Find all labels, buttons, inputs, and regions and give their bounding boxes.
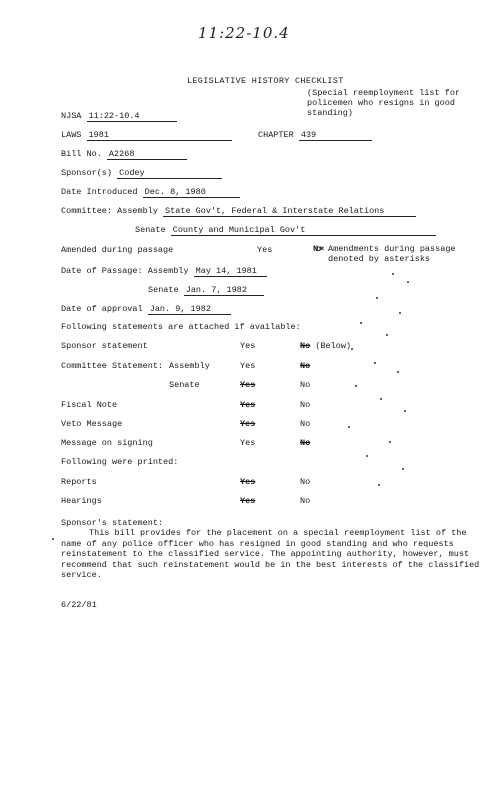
printed-heading: Following were printed: [61,457,179,467]
printed-hearings-no: No [300,496,311,506]
committee-senate-value: County and Municipal Gov't [171,225,436,236]
passage-senate-value: Jan. 7, 1982 [184,285,264,296]
committee-senate-label: Senate [135,225,166,235]
document-title: LEGISLATIVE HISTORY CHECKLIST [187,76,344,86]
printed-hearings-label: Hearings [61,496,102,506]
chapter-value: 439 [299,130,372,141]
statement-veto-yes: Yes [240,419,256,429]
approval-value: Jan. 9, 1982 [148,304,231,315]
date-introduced-row [61,187,240,198]
passage-senate-row [148,285,264,296]
printed-reports-label: Reports [61,477,97,487]
statement-committee-senate-no: No [300,380,311,390]
statement-sponsor-yes: Yes [240,341,256,351]
passage-label: Date of Passage: [61,266,143,276]
chapter-row [258,130,372,141]
attached-heading: Following statements are attached if available: [61,322,301,332]
footer-date: 6/22/81 [61,600,97,610]
special-note: (Special reemployment list for policemen who resigns in good standing) [307,88,461,118]
statement-committee-label: Committee Statement: [61,361,164,371]
statement-veto-no: No [300,419,311,429]
committee-label: Committee: [61,206,113,216]
statement-signing-yes: Yes [240,438,256,448]
njsa-label: NJSA [61,111,82,121]
bill-no-row [61,149,187,160]
statement-veto-label: Veto Message [61,419,123,429]
printed-hearings-yes: Yes [240,496,256,506]
statement-sponsor-extra: (Below) [315,341,352,351]
sponsors-row [61,168,222,179]
passage-assembly-row [61,266,267,277]
sponsor-statement-heading: Sponsor's statement: [61,518,164,528]
statement-sponsor-no: No [300,341,311,351]
njsa-value: 11:22-10.4 [87,111,177,122]
committee-assembly-value: State Gov't, Federal & Interstate Relations [163,206,416,217]
statement-committee-assembly-sub: Assembly [169,361,210,371]
handwritten-number: 11:22-10.4 [198,24,290,42]
passage-assembly-value: May 14, 1981 [194,266,267,277]
printed-reports-no: No [300,477,311,487]
statement-signing-label: Message on signing [61,438,153,448]
statement-fiscal-label: Fiscal Note [61,400,118,410]
amended-note: Amendments during passage denoted by asterisks [328,244,456,264]
amended-yes: Yes [257,245,273,255]
statement-committee-assembly-yes: Yes [240,361,256,371]
statement-fiscal-no: No [300,400,311,410]
statement-signing-no: No [300,438,311,448]
committee-senate-row [135,225,436,236]
date-introduced-value: Dec. 8, 1980 [143,187,240,198]
committee-assembly-label: Assembly [117,206,158,216]
approval-row [61,304,231,315]
date-introduced-label: Date Introduced [61,187,138,197]
statement-committee-senate-yes: Yes [240,380,256,390]
sponsors-label: Sponsor(s) [61,168,113,178]
sponsor-statement-text: This bill provides for the placement on a special reemployment list of the name of any police officer who has resigned in good standing and who requests reinstatement to the classified service. The appointing authority, however, must recommend that such reinstatement would be in the best interests of the classified service. [61,528,480,580]
passage-assembly-label: Assembly [147,266,189,276]
approval-label: Date of approval [61,304,143,314]
amended-no-struck: No⨯ [313,244,323,254]
laws-row [61,130,232,141]
amended-no: No [313,244,320,254]
bill-no-label: Bill No. [61,149,102,159]
statement-sponsor-label: Sponsor statement [61,341,148,351]
laws-value: 1981 [87,130,232,141]
passage-senate-label: Senate [148,285,179,295]
njsa-row [61,111,177,122]
statement-sponsor-no-cell [300,341,351,351]
printed-reports-yes: Yes [240,477,256,487]
statement-fiscal-yes: Yes [240,400,256,410]
laws-label: LAWS [61,130,82,140]
sponsors-value: Codey [117,168,222,179]
amended-label: Amended during passage [61,245,174,255]
committee-row [61,206,416,217]
statement-committee-senate-sub: Senate [169,380,200,390]
statement-committee-assembly-no: No [300,361,311,371]
chapter-label: CHAPTER [258,130,294,140]
bill-no-value: A2268 [107,149,187,160]
